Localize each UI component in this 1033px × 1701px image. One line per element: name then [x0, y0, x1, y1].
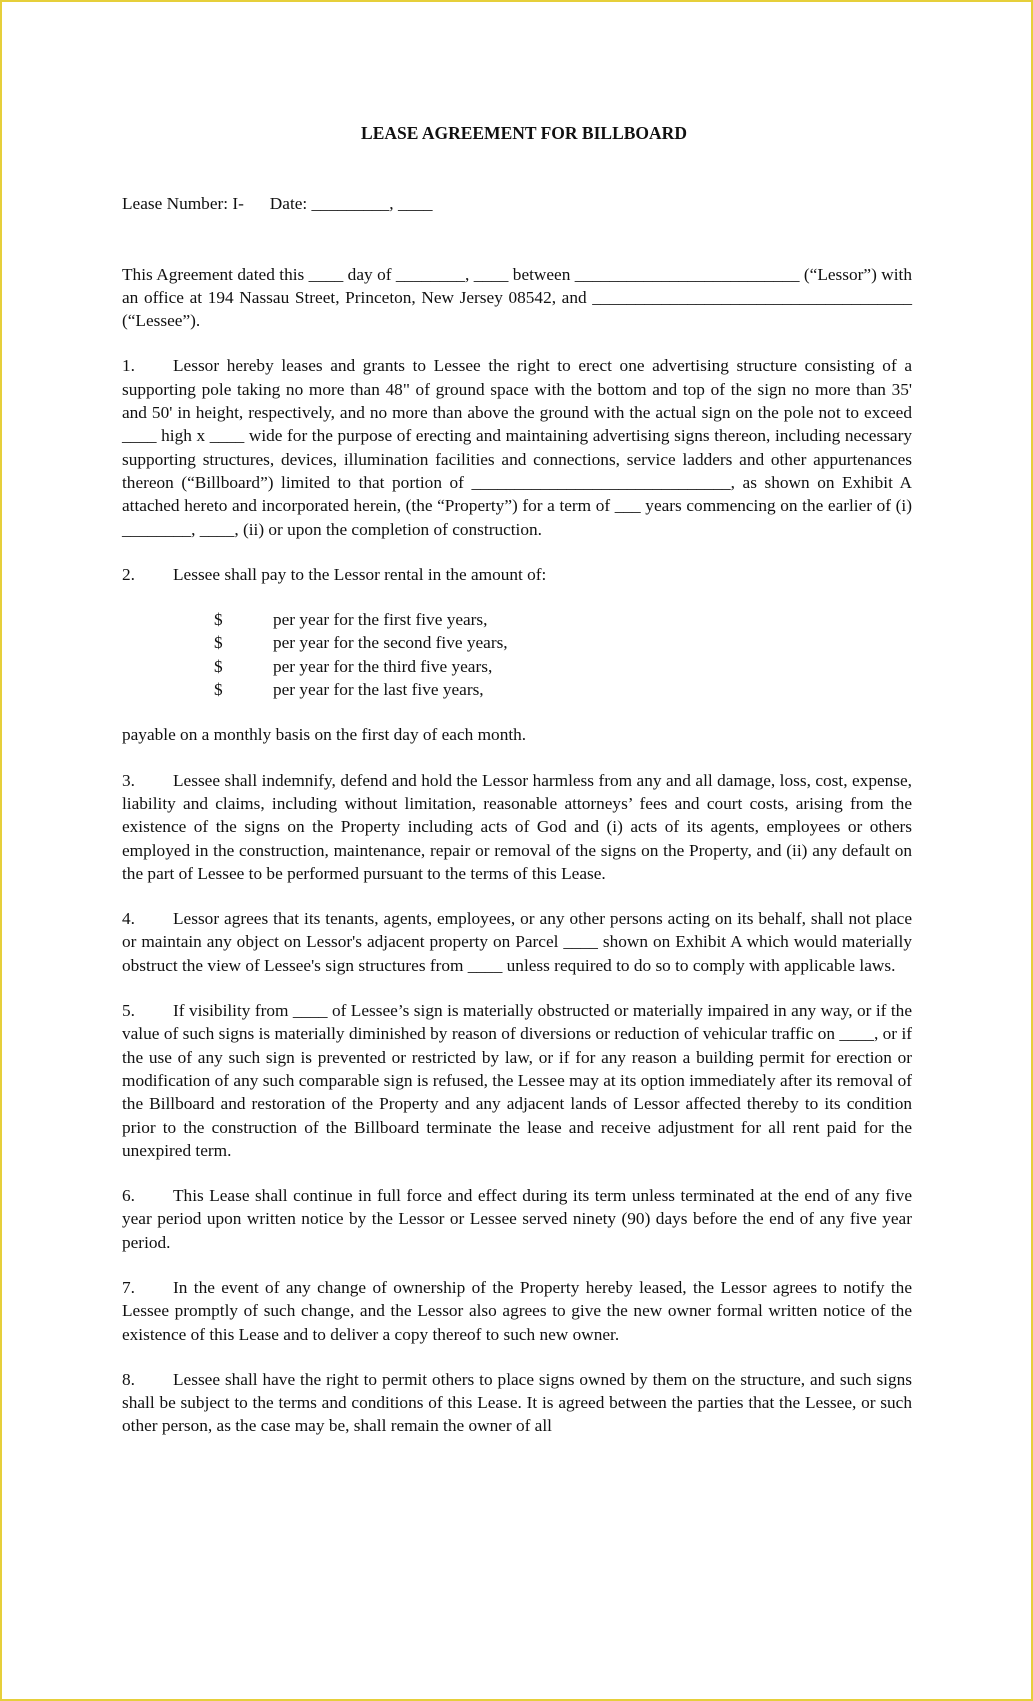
- clause-text: Lessee shall pay to the Lessor rental in the amount of:: [173, 564, 547, 584]
- clause-text: In the event of any change of ownership of the Property hereby leased, the Lessor agrees to notify the Lessee promptly of such change, and the Lessor also agrees to give the new owner formal written notice of the existence of this Lease and to deliver a copy thereof to such new owner.: [122, 1277, 912, 1344]
- rent-item: [122, 655, 912, 678]
- rent-item-text: per year for the last five years,: [273, 680, 484, 700]
- clause-number: 2.: [122, 564, 135, 584]
- dollar-sign: $: [214, 680, 223, 700]
- clause-text: If visibility from ____ of Lessee’s sign is materially obstructed or materially impaired in any way, or if the value of such signs is materially diminished by reason of diversions or reduction of vehicular traffic on ____, or if the use of any such sign is prevented or restricted by law, or if for any reason a building permit for erection or modification of any such comparable sign is refused, the Lessee may at its option immediately after its removal of the Billboard and restoration of the Property and any adjacent lands of Lessor affected thereby to its condition prior to the construction of the Billboard terminate the lease and receive adjustment for all rent paid for the unexpired term.: [122, 1001, 912, 1160]
- clause-5: [122, 999, 912, 1162]
- rent-schedule: [122, 608, 912, 701]
- rent-item-text: per year for the third five years,: [273, 656, 493, 676]
- clause-number: 6.: [122, 1186, 135, 1206]
- clause-4: [122, 907, 912, 977]
- clause-8: [122, 1368, 912, 1438]
- payable-line: payable on a monthly basis on the first day of each month.: [122, 725, 527, 745]
- rent-item: [122, 608, 912, 631]
- clause-number: 7.: [122, 1277, 135, 1297]
- clause-number: 8.: [122, 1369, 135, 1389]
- clause-1: [122, 354, 912, 540]
- intro-paragraph: This Agreement dated this ____ day of ________, ____ between __________________________ (“Lessor”) with an office at 194 Nassau Street, Princeton, New Jersey 08542, and _____________________________________ (“Lessee”).: [122, 264, 912, 331]
- clause-2: [122, 563, 912, 586]
- clause-text: This Lease shall continue in full force and effect during its term unless terminated at the end of any five year period upon written notice by the Lessor or Lessee served ninety (90) days before the end of any five year period.: [122, 1186, 912, 1252]
- dollar-sign: $: [214, 633, 223, 653]
- clause-text: Lessee shall have the right to permit others to place signs owned by them on the structure, and such signs shall be subject to the terms and conditions of this Lease. It is agreed between the parties that the Lessee, or such other person, as the case may be, shall remain the owner of all: [122, 1369, 912, 1436]
- clause-3: [122, 769, 912, 885]
- rent-item-text: per year for the first five years,: [273, 610, 488, 630]
- clause-7: [122, 1276, 912, 1346]
- clause-number: 4.: [122, 909, 135, 929]
- document-title: LEASE AGREEMENT FOR BILLBOARD: [361, 123, 687, 143]
- lease-number-date-line: Lease Number: I- Date: _________, ____: [122, 194, 433, 214]
- clause-text: Lessee shall indemnify, defend and hold the Lessor harmless from any and all damage, loss, cost, expense, liability and claims, including without limitation, reasonable attorneys’ fees and court costs, arising from the existence of the signs on the Property including acts of God and (i) acts of its agents, employees or others employed in the construction, maintenance, repair or removal of the signs on the Property, and (ii) any default on the part of Lessee to be performed pursuant to the terms of this Lease.: [122, 770, 912, 883]
- clause-number: 5.: [122, 1001, 135, 1021]
- document-body: [122, 122, 912, 1460]
- clause-text: Lessor agrees that its tenants, agents, employees, or any other persons acting on its behalf, shall not place or maintain any object on Lessor's adjacent property on Parcel ____ shown on Exhibit A which would materially obstruct the view of Lessee's sign structures from ____ unless required to do so to comply with applicable laws.: [122, 909, 912, 975]
- clause-text: Lessor hereby leases and grants to Lessee the right to erect one advertising structure consisting of a supporting pole taking no more than 48" of ground space with the bottom and top of the sign no more than 35' and 50' in height, respectively, and no more than above the ground with the actual sign on the pole not to exceed ____ high x ____ wide for the purpose of erecting and maintaining advertising signs thereon, including necessary supporting structures, devices, illumination facilities and connections, service ladders and other appurtenances thereon (“Billboard”) limited to that portion of ______________________________, as shown on Exhibit A attached hereto and incorporated herein, (the “Property”) for a term of ___ years commencing on the earlier of (i) ________, ____, (ii) or upon the completion of construction.: [122, 356, 912, 539]
- clause-number: 3.: [122, 770, 135, 790]
- rent-item: [122, 631, 912, 654]
- rent-item: [122, 678, 912, 701]
- clause-number: 1.: [122, 356, 135, 376]
- dollar-sign: $: [214, 656, 223, 676]
- dollar-sign: $: [214, 610, 223, 630]
- rent-item-text: per year for the second five years,: [273, 633, 508, 653]
- clause-6: [122, 1184, 912, 1254]
